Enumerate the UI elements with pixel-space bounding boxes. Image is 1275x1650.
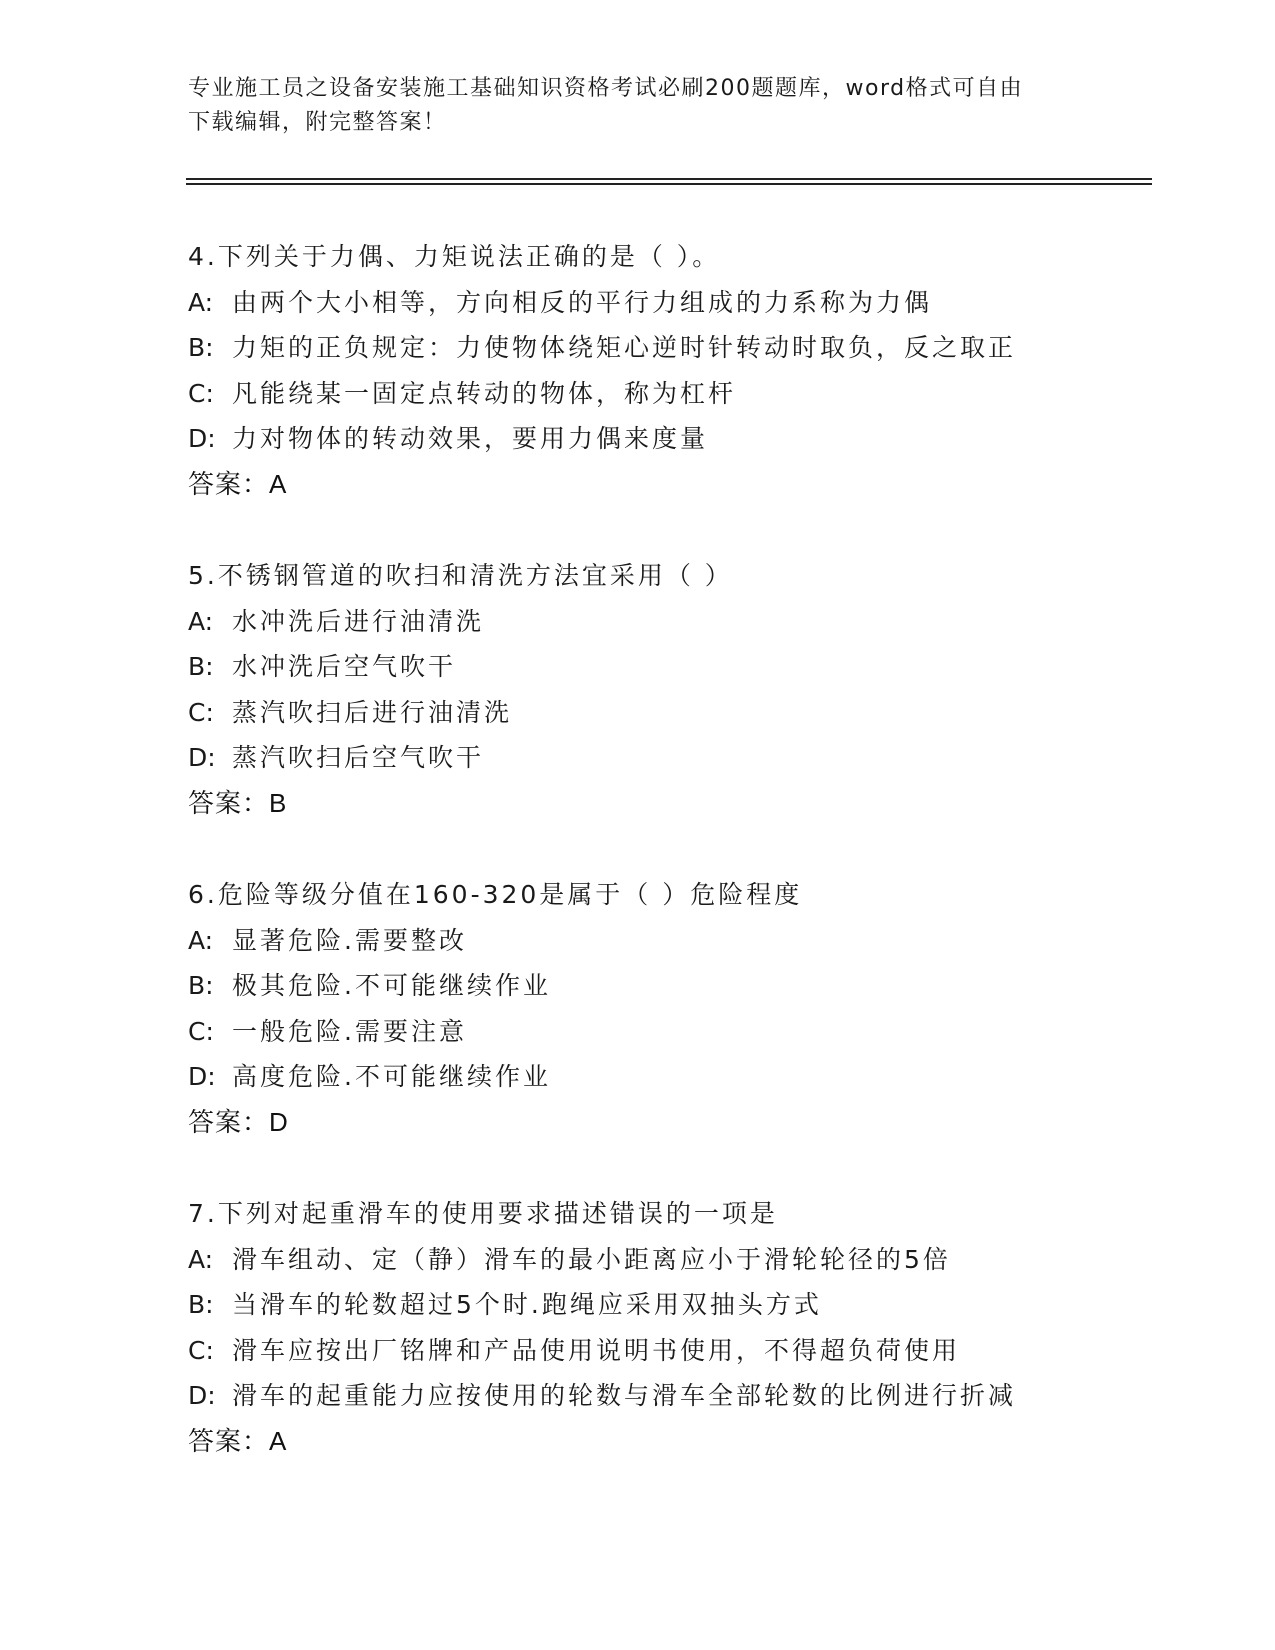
option-text: 蒸汽吹扫后进行油清洗 xyxy=(232,697,513,727)
option-c xyxy=(188,690,1148,736)
option-letter: D: xyxy=(188,743,216,773)
header-line-2: 下载编辑，附完整答案！ xyxy=(188,110,447,135)
option-text: 凡能绕某一固定点转动的物体，称为杠杆 xyxy=(232,378,737,408)
question-stem: 5.不锈钢管道的吹扫和清洗方法宜采用（ ） xyxy=(188,561,733,590)
header-rule-bottom xyxy=(186,183,1152,185)
option-letter: D: xyxy=(188,1062,216,1092)
option-text: 蒸汽吹扫后空气吹干 xyxy=(232,743,485,773)
option-letter: A: xyxy=(188,287,214,317)
option-text: 滑车组动、定（静）滑车的最小距离应小于滑轮轮径的5倍 xyxy=(232,1244,951,1274)
option-letter: B: xyxy=(188,1290,214,1320)
option-letter: B: xyxy=(188,652,214,682)
option-letter: D: xyxy=(188,1381,216,1411)
option-text: 显著危险.需要整改 xyxy=(232,925,467,955)
option-letter: A: xyxy=(188,925,214,955)
option-d xyxy=(188,1054,1148,1100)
option-a xyxy=(188,280,1148,326)
question-stem: 6.危险等级分值在160-320是属于（ ）危险程度 xyxy=(188,880,803,909)
option-text: 力对物体的转动效果，要用力偶来度量 xyxy=(232,424,709,454)
option-a xyxy=(188,1237,1148,1283)
option-b xyxy=(188,963,1148,1009)
option-text: 水冲洗后进行油清洗 xyxy=(232,606,485,636)
option-c xyxy=(188,371,1148,417)
option-letter: B: xyxy=(188,333,214,363)
answer-line: 答案：B xyxy=(188,787,288,818)
option-letter: C: xyxy=(188,378,214,408)
option-text: 水冲洗后空气吹干 xyxy=(232,652,457,682)
option-letter: A: xyxy=(188,606,214,636)
answer-line: 答案：A xyxy=(188,1425,288,1456)
option-letter: B: xyxy=(188,971,214,1001)
option-b xyxy=(188,325,1148,371)
document-header xyxy=(188,72,1068,140)
option-text: 滑车的起重能力应按使用的轮数与滑车全部轮数的比例进行折减 xyxy=(232,1381,1017,1411)
option-b xyxy=(188,1282,1148,1328)
option-d xyxy=(188,735,1148,781)
option-text: 力矩的正负规定：力使物体绕矩心逆时针转动时取负，反之取正 xyxy=(232,333,1017,363)
option-d xyxy=(188,1373,1148,1419)
option-a xyxy=(188,599,1148,645)
option-letter: C: xyxy=(188,1016,214,1046)
question-block xyxy=(188,1191,1148,1465)
option-c xyxy=(188,1328,1148,1374)
question-stem: 4.下列关于力偶、力矩说法正确的是（ ）。 xyxy=(188,242,721,271)
question-block xyxy=(188,553,1148,827)
option-text: 滑车应按出厂铭牌和产品使用说明书使用，不得超负荷使用 xyxy=(232,1335,961,1365)
option-a xyxy=(188,918,1148,964)
option-text: 一般危险.需要注意 xyxy=(232,1016,467,1046)
option-letter: C: xyxy=(188,1335,214,1365)
option-text: 极其危险.不可能继续作业 xyxy=(232,971,551,1001)
question-stem: 7.下列对起重滑车的使用要求描述错误的一项是 xyxy=(188,1199,778,1228)
question-block xyxy=(188,234,1148,508)
option-d xyxy=(188,416,1148,462)
option-letter: D: xyxy=(188,424,216,454)
answer-line: 答案：A xyxy=(188,468,288,499)
header-rule-top xyxy=(186,178,1152,180)
option-text: 高度危险.不可能继续作业 xyxy=(232,1062,551,1092)
option-text: 当滑车的轮数超过5个时.跑绳应采用双抽头方式 xyxy=(232,1290,822,1320)
option-text: 由两个大小相等，方向相反的平行力组成的力系称为力偶 xyxy=(232,287,933,317)
option-letter: A: xyxy=(188,1244,214,1274)
option-letter: C: xyxy=(188,697,214,727)
option-b xyxy=(188,644,1148,690)
question-block xyxy=(188,872,1148,1146)
option-c xyxy=(188,1009,1148,1055)
header-line-1: 专业施工员之设备安装施工基础知识资格考试必刷200题题库，word格式可自由 xyxy=(188,76,1024,101)
answer-line: 答案：D xyxy=(188,1106,289,1137)
